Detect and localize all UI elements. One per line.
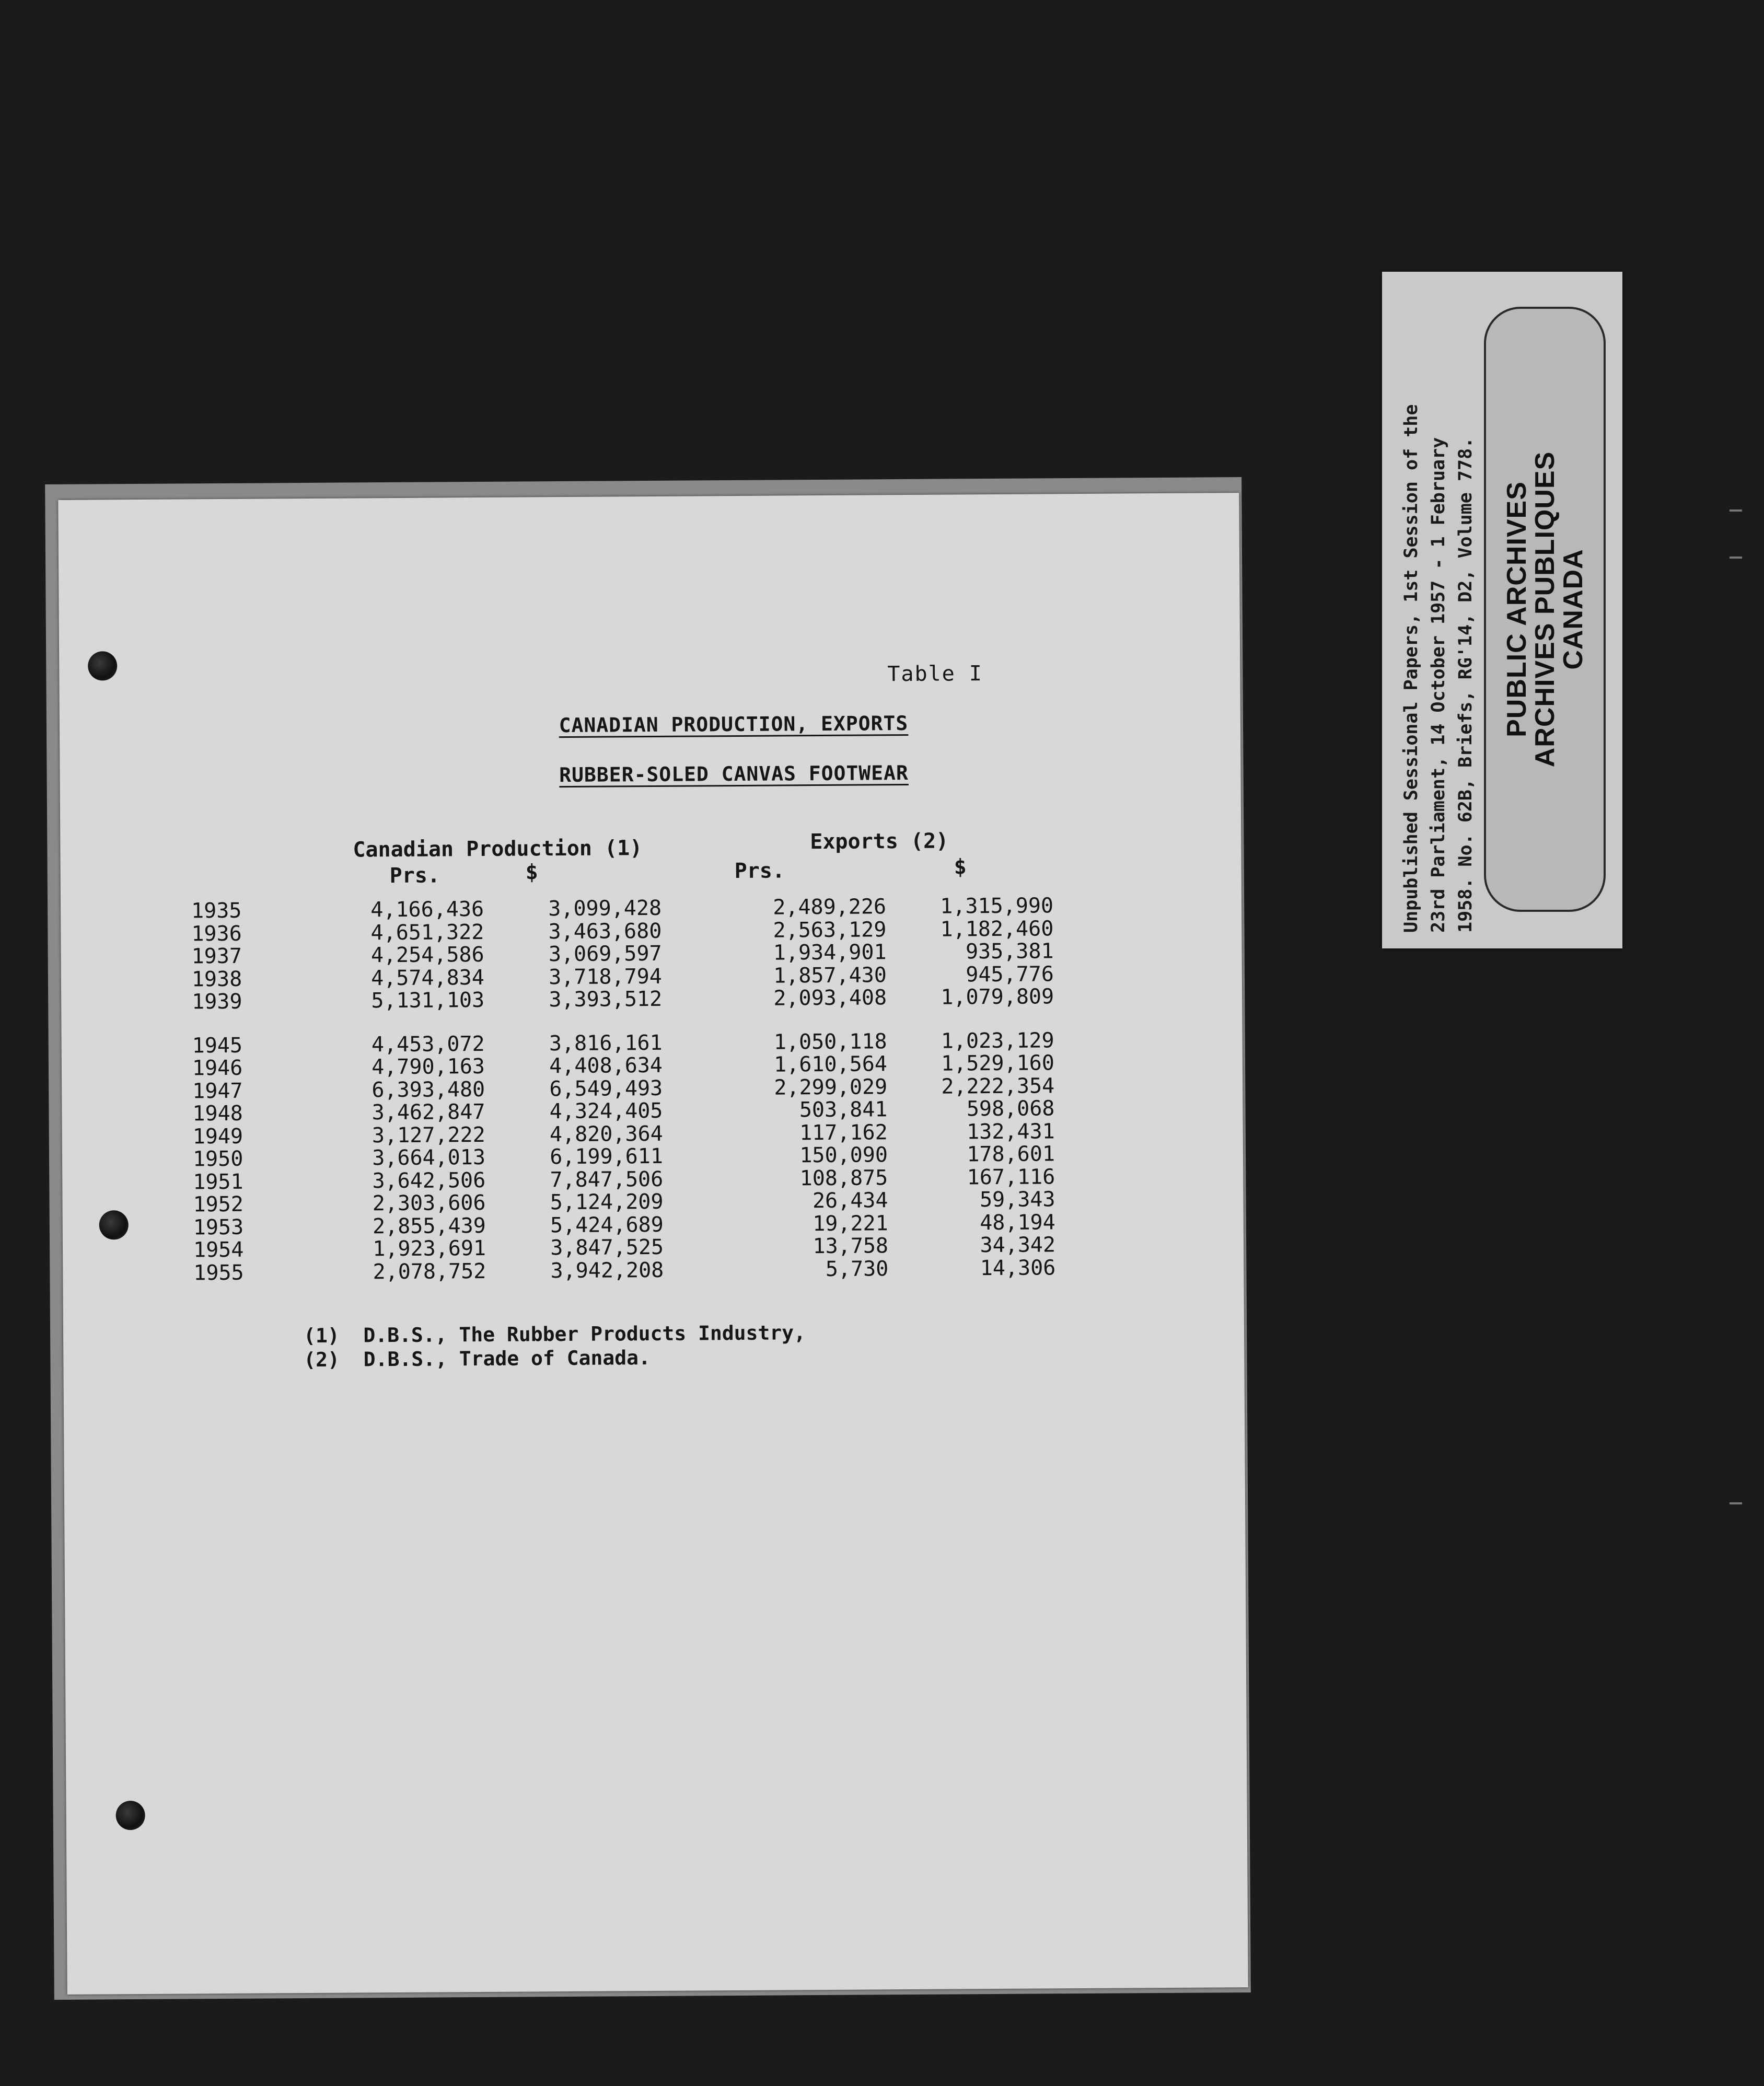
punch-hole — [88, 651, 117, 680]
production-dollars-cell: 5,124,209 — [550, 1189, 664, 1215]
production-pairs-cell: 4,166,436 — [370, 897, 484, 922]
production-pairs-cell: 4,453,072 — [371, 1032, 485, 1057]
production-pairs-cell: 1,923,691 — [373, 1236, 486, 1261]
production-pairs-cell: 4,790,163 — [372, 1054, 485, 1080]
stamp-line: PUBLIC ARCHIVES — [1501, 481, 1532, 737]
production-dollars-cell: 7,847,506 — [550, 1167, 664, 1192]
header-canadian-production: Canadian Production (1) — [353, 836, 643, 862]
year-cell: 1949 — [192, 1124, 243, 1149]
production-dollars-cell: 5,424,689 — [550, 1212, 664, 1237]
archive-card — [1382, 272, 1622, 948]
exports-dollars-cell: 945,776 — [966, 961, 1054, 987]
exports-dollars-cell: 1,079,809 — [941, 984, 1054, 1010]
production-dollars-cell: 3,718,794 — [548, 964, 663, 989]
exports-pairs-cell: 26,434 — [812, 1188, 888, 1213]
production-dollars-cell: 3,847,525 — [550, 1235, 664, 1260]
exports-dollars-cell: 1,529,160 — [941, 1051, 1055, 1076]
document-page — [58, 493, 1248, 1995]
exports-pairs-cell: 2,299,029 — [774, 1074, 888, 1100]
exports-dollars-cell: 14,306 — [980, 1255, 1056, 1280]
header-exp-dollars: $ — [954, 855, 967, 879]
production-dollars-cell: 6,549,493 — [549, 1076, 663, 1101]
year-cell: 1939 — [192, 989, 242, 1014]
exports-dollars-cell: 59,343 — [979, 1187, 1055, 1212]
exports-pairs-cell: 1,934,901 — [773, 940, 887, 965]
year-cell: 1952 — [193, 1192, 243, 1217]
footnotes — [304, 1321, 806, 1372]
exports-dollars-cell: 34,342 — [980, 1233, 1056, 1258]
year-cell: 1955 — [193, 1260, 244, 1285]
year-cell: 1938 — [191, 967, 242, 991]
title-line-2: RUBBER-SOLED CANVAS FOOTWEAR — [559, 761, 909, 787]
exports-pairs-cell: 503,841 — [799, 1097, 888, 1122]
year-cell: 1936 — [191, 921, 242, 946]
exports-pairs-cell: 2,093,408 — [773, 986, 887, 1011]
year-cell: 1951 — [193, 1169, 243, 1194]
exports-pairs-cell: 2,489,226 — [773, 895, 887, 920]
exports-pairs-cell: 1,610,564 — [774, 1052, 888, 1077]
production-pairs-cell: 3,664,013 — [372, 1145, 486, 1171]
edge-mark — [1730, 557, 1742, 559]
header-exports: Exports (2) — [810, 829, 949, 854]
exports-dollars-cell: 1,315,990 — [940, 894, 1054, 919]
archive-citation — [1398, 285, 1479, 933]
exports-dollars-cell: 132,431 — [966, 1119, 1055, 1144]
year-cell: 1954 — [193, 1237, 244, 1262]
year-cell: 1953 — [193, 1215, 244, 1239]
year-cell: 1948 — [192, 1101, 243, 1126]
edge-mark — [1730, 509, 1742, 512]
exports-dollars-cell: 2,222,354 — [941, 1073, 1055, 1099]
exports-dollars-cell: 178,601 — [967, 1142, 1055, 1167]
year-cell: 1945 — [192, 1033, 243, 1058]
citation-line: Unpublished Sessional Papers, 1st Session of the — [1401, 404, 1422, 933]
header-prod-prs: Prs. — [389, 863, 440, 888]
production-pairs-cell: 3,462,847 — [372, 1099, 485, 1125]
edge-mark — [1730, 1502, 1742, 1504]
production-pairs-cell: 2,078,752 — [373, 1259, 486, 1284]
production-pairs-cell: 4,574,834 — [370, 965, 485, 990]
exports-pairs-cell: 2,563,129 — [773, 917, 887, 943]
exports-pairs-cell: 13,758 — [813, 1234, 889, 1259]
production-pairs-cell: 2,855,439 — [372, 1213, 486, 1238]
exports-dollars-cell: 167,116 — [967, 1164, 1055, 1189]
punch-hole — [115, 1801, 145, 1830]
production-dollars-cell: 3,463,680 — [548, 919, 662, 944]
exports-dollars-cell: 1,023,129 — [941, 1028, 1054, 1053]
exports-dollars-cell: 1,182,460 — [940, 916, 1054, 942]
production-pairs-cell: 4,651,322 — [370, 920, 484, 945]
table-label: Table I — [887, 662, 983, 687]
header-prod-dollars: $ — [525, 860, 538, 885]
production-dollars-cell: 3,099,428 — [548, 896, 662, 921]
production-pairs-cell: 3,642,506 — [372, 1168, 486, 1193]
stamp-line: CANADA — [1558, 549, 1588, 670]
exports-pairs-cell: 108,875 — [799, 1165, 888, 1190]
production-pairs-cell: 3,127,222 — [372, 1122, 485, 1148]
exports-dollars-cell: 598,068 — [966, 1096, 1055, 1121]
citation-line: 1958. No. 62B, Briefs, RG'14, D2, Volume 778. — [1455, 437, 1476, 933]
production-dollars-cell: 3,069,597 — [548, 941, 662, 967]
header-exp-prs: Prs. — [734, 859, 785, 884]
archives-stamp — [1484, 307, 1606, 912]
footnote: (1) D.B.S., The Rubber Products Industry, — [303, 1321, 806, 1348]
production-dollars-cell: 3,393,512 — [549, 987, 663, 1012]
production-dollars-cell: 4,408,634 — [549, 1053, 663, 1079]
year-cell: 1937 — [191, 944, 242, 969]
citation-line: 23rd Parliament, 14 October 1957 - 1 February — [1428, 437, 1449, 933]
exports-pairs-cell: 5,730 — [825, 1256, 889, 1281]
exports-pairs-cell: 150,090 — [799, 1143, 888, 1168]
production-pairs-cell: 4,254,586 — [370, 942, 484, 968]
production-pairs-cell: 6,393,480 — [372, 1077, 485, 1102]
title-line-1: CANADIAN PRODUCTION, EXPORTS — [559, 711, 909, 737]
production-pairs-cell: 2,303,606 — [372, 1190, 486, 1216]
exports-pairs-cell: 19,221 — [813, 1211, 888, 1236]
exports-pairs-cell: 1,857,430 — [773, 963, 887, 988]
production-dollars-cell: 6,199,611 — [550, 1144, 664, 1169]
production-dollars-cell: 4,820,364 — [549, 1121, 663, 1146]
year-cell: 1935 — [191, 898, 242, 923]
footnote: (2) D.B.S., Trade of Canada. — [304, 1346, 651, 1372]
production-dollars-cell: 3,942,208 — [550, 1258, 664, 1283]
year-cell: 1947 — [192, 1079, 243, 1103]
exports-pairs-cell: 117,162 — [799, 1120, 888, 1145]
exports-dollars-cell: 48,194 — [980, 1210, 1055, 1235]
year-cell: 1950 — [192, 1146, 243, 1172]
exports-pairs-cell: 1,050,118 — [773, 1029, 887, 1054]
production-dollars-cell: 4,324,405 — [549, 1098, 663, 1124]
year-cell: 1946 — [192, 1056, 243, 1081]
production-pairs-cell: 5,131,103 — [371, 988, 485, 1013]
exports-dollars-cell: 935,381 — [965, 939, 1054, 964]
production-dollars-cell: 3,816,161 — [549, 1030, 663, 1056]
stamp-line: ARCHIVES PUBLIQUES — [1529, 451, 1560, 768]
